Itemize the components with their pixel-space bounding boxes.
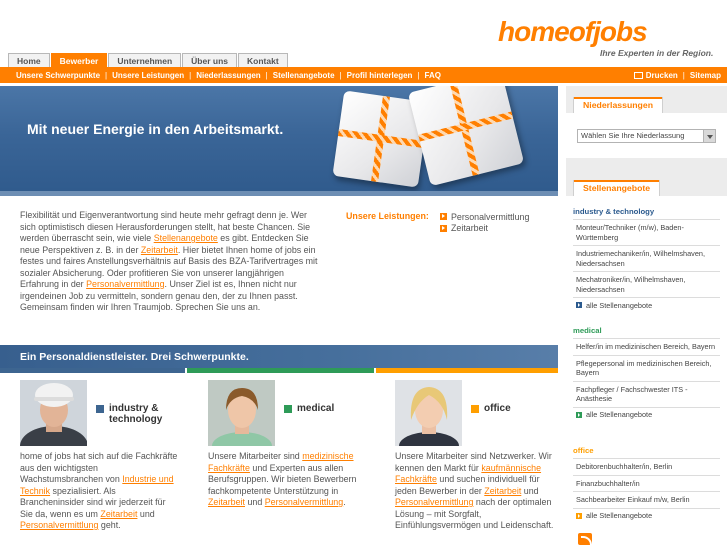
square-icon <box>284 405 292 413</box>
tab-ueber-uns[interactable]: Über uns <box>182 53 237 68</box>
gift-box-image <box>408 86 524 186</box>
select-value: Wählen Sie Ihre Niederlassung <box>581 131 685 140</box>
subnav-faq[interactable]: FAQ <box>424 70 441 80</box>
all-jobs-label: alle Stellenangebote <box>586 511 653 520</box>
sidebar <box>566 86 727 545</box>
link-personalvermittlung[interactable]: Personalvermittlung <box>264 497 344 507</box>
text-part: Unsere Mitarbeiter sind <box>208 451 303 461</box>
tab-kontakt[interactable]: Kontakt <box>238 53 288 68</box>
all-jobs-link[interactable] <box>573 297 720 312</box>
service-label: Personalvermittlung <box>451 211 530 222</box>
office-color-bar <box>376 368 558 373</box>
intro-text-part: Flexibilität und Eigenverantwortung sind heute mehr gefragt denn je. Wer sich optimistisch diesen Herausforderungen stellt, hat beste Chancen. Sie werden überrascht sein, wie viele <box>20 210 311 243</box>
text-part: und suchen individuell für jeden Bewerber in der <box>395 474 540 496</box>
print-link[interactable]: Drucken <box>645 70 678 80</box>
sitemap-link[interactable]: Sitemap <box>689 70 721 80</box>
medical-title: medical <box>297 403 335 414</box>
text-part: geht. <box>98 520 121 530</box>
tab-unternehmen[interactable]: Unternehmen <box>108 53 181 68</box>
job-link[interactable]: Industriemechaniker/in, Wilhelmshaven, Niedersachsen <box>573 245 720 271</box>
services-label: Unsere Leistungen: <box>346 211 429 221</box>
job-link[interactable]: Debitorenbuchhalter/in, Berlin <box>573 458 720 475</box>
subnav-separator: | <box>189 70 192 80</box>
job-link[interactable]: Pflegepersonal im medizinischen Bereich, Bayern <box>573 355 720 381</box>
subnav-separator: | <box>265 70 268 80</box>
logo-home: home <box>498 16 569 47</box>
sub-navigation <box>0 67 727 83</box>
link-stellenangebote[interactable]: Stellenangebote <box>153 233 218 243</box>
intro-text-part: . Hier bietet Ihnen home of jobs ein festes und faires Anstellungsverhältnis auf Basis des BZA-Tarifvertrages mit sozialer Absicherung. Oder profitieren Sie von unserer langjährigen Erfahrung in der <box>20 244 318 289</box>
niederlassung-select[interactable] <box>577 129 716 143</box>
logo-of: of <box>568 16 594 47</box>
stellenangebote-tab[interactable]: Stellenangebote <box>573 180 660 196</box>
subnav-schwerpunkte[interactable]: Unsere Schwerpunkte <box>16 70 101 80</box>
all-jobs-label: alle Stellenangebote <box>586 300 653 310</box>
logo-jobs: jobs <box>593 16 647 47</box>
subnav-separator: | <box>417 70 420 80</box>
link-personalvermittlung[interactable]: Personalvermittlung <box>86 279 165 289</box>
job-link[interactable]: Sachbearbeiter Einkauf m/w, Berlin <box>573 491 720 508</box>
sidebar-office-title: office <box>573 446 594 455</box>
subnav-separator: | <box>339 70 342 80</box>
link-zeitarbeit[interactable]: Zeitarbeit <box>484 485 522 496</box>
select-arrow-icon[interactable] <box>703 130 715 142</box>
service-item[interactable] <box>440 223 560 235</box>
job-link[interactable]: Monteur/Techniker (m/w), Baden-Württemberg <box>573 219 720 245</box>
link-industrie-technik[interactable]: Industrie und Technik <box>20 474 174 496</box>
office-text <box>395 451 555 532</box>
text-part: und <box>137 508 155 519</box>
industry-text <box>20 451 180 532</box>
text-part: und <box>245 497 265 507</box>
link-kaufmaennische-fachkraefte[interactable]: kaufmännische Fachkräfte <box>395 462 542 484</box>
arrow-box-icon <box>576 513 582 519</box>
medical-color-bar <box>187 368 374 373</box>
subnav-niederlassungen[interactable]: Niederlassungen <box>196 70 261 80</box>
office-photo <box>395 380 462 446</box>
arrow-box-icon <box>440 225 447 232</box>
job-link[interactable]: Fachpfleger / Fachschwester ITS - Anästhesie <box>573 381 720 407</box>
hero-bottom-bar <box>0 191 558 196</box>
job-link[interactable]: Helfer/in im medizinischen Bereich, Bayern <box>573 338 720 355</box>
text-part: nach der optimalen Lösung – mit Sorgfalt, Einfühlungsvermögen und Leidenschaft. <box>395 497 554 530</box>
section-title: Ein Personaldienstleister. Drei Schwerpunkte. <box>20 351 249 363</box>
intro-text-part: es gibt. Entdecken Sie neue Perspektiven z. B. in der <box>20 233 309 255</box>
all-jobs-label: alle Stellenangebote <box>586 410 653 419</box>
niederlassungen-panel <box>566 113 727 158</box>
subnav-separator: | <box>682 70 685 80</box>
medical-text <box>208 451 373 509</box>
arrow-box-icon <box>440 213 447 220</box>
medical-heading[interactable] <box>284 403 334 414</box>
all-jobs-link[interactable] <box>573 407 720 422</box>
main-tabs <box>8 53 289 68</box>
industry-color-bar <box>0 368 185 373</box>
link-zeitarbeit[interactable]: Zeitarbeit <box>140 244 178 255</box>
intro-text <box>20 210 318 314</box>
tab-home[interactable]: Home <box>8 53 50 68</box>
text-part: und <box>521 485 539 496</box>
office-heading[interactable] <box>471 403 511 414</box>
industry-title: industry & technology <box>109 403 163 425</box>
job-link[interactable]: Mechatroniker/in, Wilhelmshaven, Niedersachsen <box>573 271 720 297</box>
text-part: spezialisiert. Als Brancheninsider sind wir jederzeit für Sie da, wenn es um <box>20 485 166 519</box>
print-icon[interactable] <box>634 72 643 79</box>
link-zeitarbeit[interactable]: Zeitarbeit <box>208 497 245 507</box>
industry-heading[interactable] <box>96 403 179 425</box>
subnav-stellenangebote[interactable]: Stellenangebote <box>272 70 335 80</box>
all-jobs-link[interactable] <box>573 508 720 523</box>
medical-photo <box>208 380 275 446</box>
sidebar-medical <box>573 325 720 422</box>
arrow-box-icon <box>576 302 582 308</box>
square-icon <box>471 405 479 413</box>
stellenangebote-panel <box>566 196 727 545</box>
sidebar-industry <box>573 206 720 312</box>
rss-icon[interactable] <box>578 533 592 545</box>
job-link[interactable]: Finanzbuchhalter/in <box>573 475 720 492</box>
tab-bewerber[interactable]: Bewerber <box>51 53 108 68</box>
text-part: und Experten aus allen Berufsgruppen. Wir bieten Bewerbern fachkompetente Unterstützung in <box>208 462 357 496</box>
brand-logo[interactable] <box>498 16 714 60</box>
link-personalvermittlung[interactable]: Personalvermittlung <box>20 520 99 530</box>
hero-banner <box>0 86 558 196</box>
brand-tagline: Ihre Experten in der Region. <box>600 48 714 58</box>
subnav-profil[interactable]: Profil hinterlegen <box>346 70 413 80</box>
text-part: Unsere Mitarbeiter sind Netzwerker. Wir kennen den Markt für <box>395 451 552 473</box>
subnav-leistungen[interactable]: Unsere Leistungen <box>112 70 185 80</box>
sidebar-office <box>573 445 720 523</box>
text-part: home of jobs hat sich auf die Fachkräfte aus den wichtigsten Wachstumsbranchen von <box>20 451 178 484</box>
text-part: . <box>343 497 346 507</box>
office-title: office <box>484 403 511 414</box>
industry-photo <box>20 380 87 446</box>
link-personalvermittlung[interactable]: Personalvermittlung <box>395 497 474 507</box>
subnav-separator: | <box>105 70 108 80</box>
hero-title: Mit neuer Energie in den Arbeitsmarkt. <box>27 121 284 137</box>
service-item[interactable] <box>440 211 560 223</box>
arrow-box-icon <box>576 412 582 418</box>
square-icon <box>96 405 104 413</box>
intro-text-part: . Unser Ziel ist es, Ihnen nicht nur irgendeinen Job zu vermitteln, sondern genau den, der zu Ihnen passt. Gemeinsam finden wir Ihren Traumjob. Sprechen Sie uns an. <box>20 279 298 312</box>
link-zeitarbeit[interactable]: Zeitarbeit <box>100 508 138 519</box>
section-strip <box>0 345 558 368</box>
sidebar-medical-title: medical <box>573 326 602 335</box>
link-medizinische-fachkraefte[interactable]: medizinische Fachkräfte <box>208 451 354 473</box>
service-label: Zeitarbeit <box>451 223 488 234</box>
niederlassungen-tab[interactable]: Niederlassungen <box>573 97 663 113</box>
sidebar-industry-title: industry & technology <box>573 207 655 216</box>
